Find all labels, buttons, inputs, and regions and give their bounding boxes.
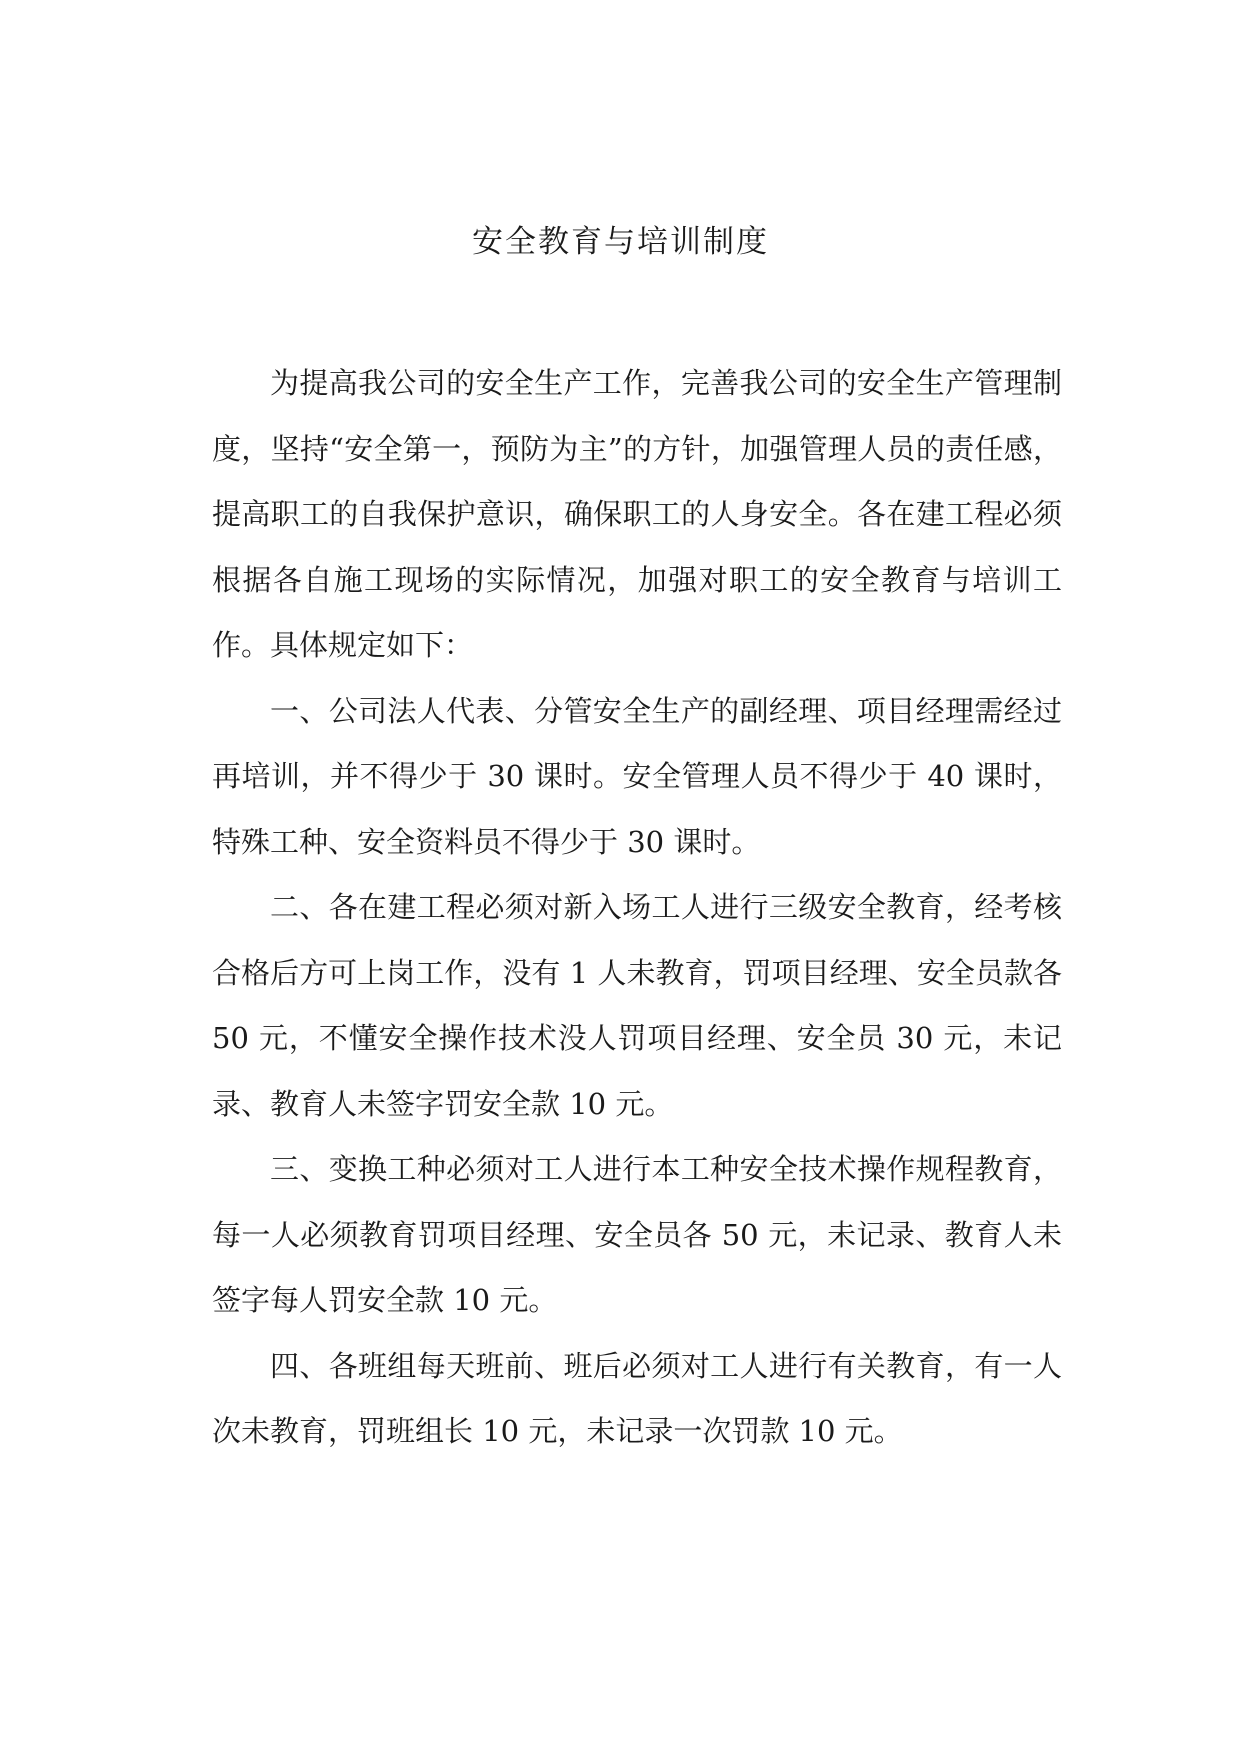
intro-paragraph: 为提高我公司的安全生产工作，完善我公司的安全生产管理制度，坚持“安全第一，预防为主”的方针，加强管理人员的责任感，提高职工的自我保护意识，确保职工的人身安全。各在建工程必须根据各自施工现场的实际情况，加强对职工的安全教育与培训工作。具体规定如下：: [212, 366, 1062, 662]
document-body: [212, 351, 1062, 1465]
document-title: 安全教育与培训制度: [472, 224, 769, 260]
rule-2-paragraph: 二、各在建工程必须对新入场工人进行三级安全教育，经考核合格后方可上岗工作，没有 1 人未教育，罚项目经理、安全员款各 50 元，不懂安全操作技术没人罚项目经理、安全员 30 元，未记录、教育人未签字罚安全款 10 元。: [212, 890, 1062, 1121]
rule-1-paragraph: 一、公司法人代表、分管安全生产的副经理、项目经理需经过再培训，并不得少于 30 课时。安全管理人员不得少于 40 课时，特殊工种、安全资料员不得少于 30 课时。: [212, 693, 1062, 859]
rule-3-paragraph: 三、变换工种必须对工人进行本工种安全技术操作规程教育，每一人必须教育罚项目经理、安全员各 50 元，未记录、教育人未签字每人罚安全款 10 元。: [212, 1152, 1062, 1317]
rule-4-paragraph: 四、各班组每天班前、班后必须对工人进行有关教育，有一人次未教育，罚班组长 10 元，未记录一次罚款 10 元。: [212, 1348, 1062, 1448]
